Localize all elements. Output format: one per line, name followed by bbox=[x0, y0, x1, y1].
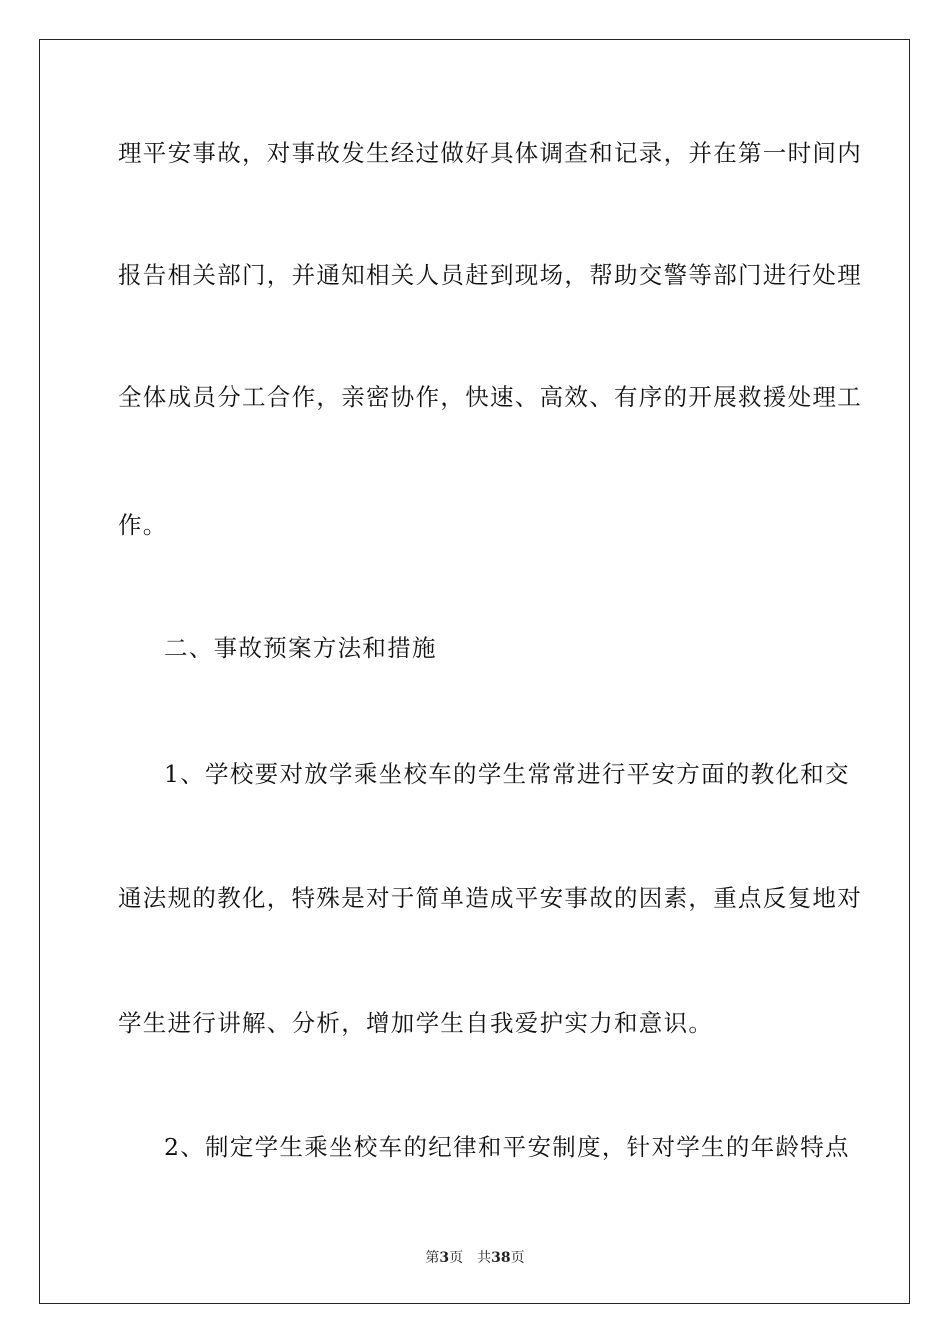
page-footer bbox=[0, 1247, 950, 1267]
footer-total-prefix: 共 bbox=[477, 1250, 492, 1266]
body-line-7: 通法规的教化，特殊是对于简单造成平安事故的因素，重点反复地对 bbox=[118, 884, 862, 912]
section-heading: 二、事故预案方法和措施 bbox=[164, 634, 437, 662]
footer-total-suffix: 页 bbox=[510, 1250, 525, 1266]
page-border bbox=[39, 39, 910, 1304]
footer-page-prefix: 第 bbox=[425, 1250, 440, 1266]
body-line-1: 理平安事故，对事故发生经过做好具体调查和记录，并在第一时间内 bbox=[118, 139, 862, 167]
body-line-4: 作。 bbox=[118, 511, 168, 539]
body-line-8: 学生进行讲解、分析，增加学生自我爱护实力和意识。 bbox=[118, 1009, 714, 1037]
footer-page-suffix: 页 bbox=[449, 1250, 464, 1266]
body-line-2: 报告相关部门，并通知相关人员赶到现场，帮助交警等部门进行处理 bbox=[118, 261, 862, 289]
body-line-3: 全体成员分工合作，亲密协作，快速、高效、有序的开展救援处理工 bbox=[118, 383, 862, 411]
footer-page-number: 3 bbox=[439, 1250, 450, 1266]
body-line-6: 1、学校要对放学乘坐校车的学生常常进行平安方面的教化和交 bbox=[164, 760, 850, 788]
footer-total-pages: 38 bbox=[491, 1250, 511, 1266]
body-line-9: 2、制定学生乘坐校车的纪律和平安制度，针对学生的年龄特点 bbox=[164, 1133, 850, 1161]
